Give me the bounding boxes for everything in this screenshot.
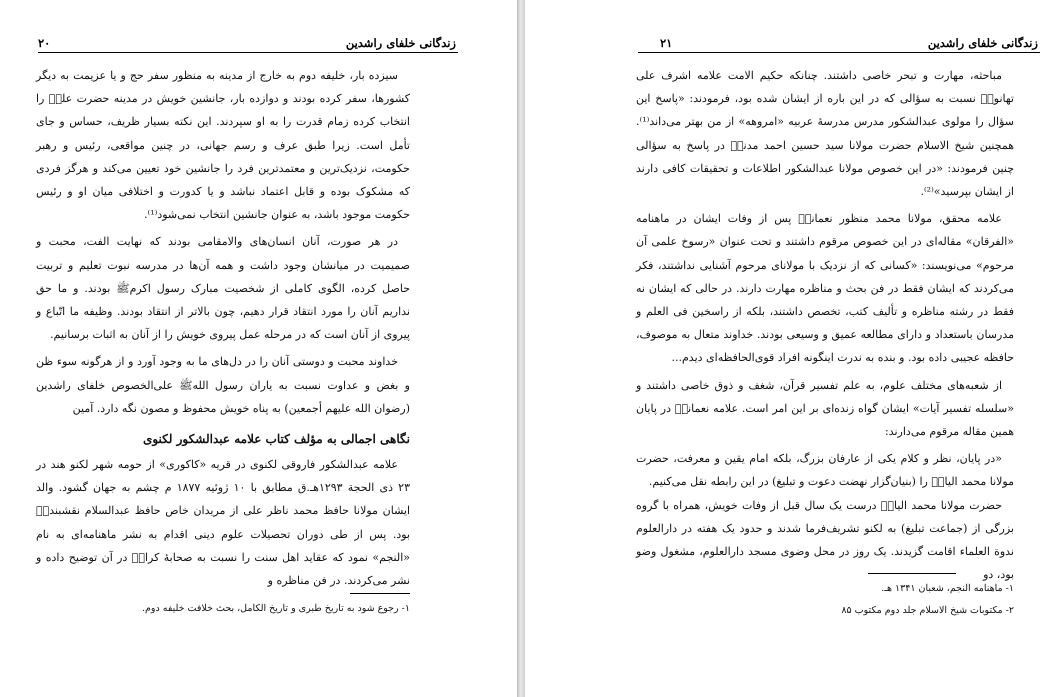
section-heading: نگاهی اجمالی به مؤلف کتاب علامه عبدالشکور لکنوی <box>142 432 410 447</box>
right-footnote-2: ۲- مکتوبات شیخ الاسلام جلد دوم مکتوب ۸۵ <box>841 605 1014 616</box>
right-page-body <box>636 64 1014 586</box>
right-paragraph-2: علامه محقق، مولانا محمد منظور نعمانیؒ پس از وفات ایشان در ماهنامه «الفرقان» مقاله‌ای در این خصوص مرقوم داشتند و تحت عنوان «رسوخ علمی آن مرحوم» می‌نویسند: «کسانی که از نزدیک با مولانای مرحوم آشنایی نداشتند، فکر می‌کردند که ایشان فقط در فن بحث و مناظره مهارت دارند. در حالی که ایشان نه فقط در رشته مناظره و تألیف کتب، تخصص داشتند، بلکه از راسخین فی العلم و مدرسان باستعداد و دارای مطالعه عمیق و وسیعی بودند. خداوند متعال به موصوف، حافظه عجیبی داده بود. و بنده به ندرت اینگونه افراد قوی‌الحافظه‌ای دیدم... <box>636 212 1014 365</box>
left-page-number: ۲۰ <box>38 36 51 50</box>
left-footnotes <box>36 598 410 620</box>
left-header-title: زندگانی خلفای راشدین <box>345 36 456 50</box>
left-page-body <box>36 64 410 592</box>
right-paragraph-4: «در پایان، نظر و کلام یکی از عارفان بزرگ، بلکه امام یقین و معرفت، حضرت مولانا محمد الیاسؒ را (بنیان‌گزار نهضت دعوت و تبلیغ) در این رابطه نقل می‌کنیم. <box>636 452 1014 489</box>
right-page-number: ۲۱ <box>660 36 673 50</box>
right-page <box>525 0 1052 697</box>
right-paragraph-3: از شعبه‌های مختلف علوم، به علم تفسیر قرآن، شغف و ذوق خاصی داشتند و «سلسله تفسیر آیات» ایشان گواه زنده‌ای بر این امر است. علامه نعمانیؒ در پایان همین مقاله مرقوم می‌دارند: <box>636 378 1014 439</box>
right-page-header <box>638 34 1040 53</box>
left-paragraph-3: خداوند محبت و دوستی آنان را در دل‌های ما به وجود آورد و از هرگونه سوء ظن و بغض و عداوت نسبت به یاران رسول اللهﷺ علی‌الخصوص خلفای راشدین (رضوان الله علیهم أجمعین) به پناه خویش محفوظ و مصون نگه دارد. آمین <box>36 355 410 415</box>
left-section-paragraph: علامه عبدالشکور فاروقی لکنوی در قریه «کاکوری» از حومه شهر لکنو هند در ۲۳ ذی الحجة ۱۲۹۳هـ.ق مطابق با ۱۰ ژوئیه ۱۸۷۷ م چشم به جهان گشود. والد ایشان مولانا حافظ محمد ناظر علی از مریدان خاص حافظ عبدالسلام نقشبندیؒ بود. پس از طی دوران تحصیلات علوم دینی اقدام به نشر ماهنامه‌ای به نام «النجم» نمود که عقاید اهل سنت را نسبت به صحابهٔ کرامؓ در آن توضیح داده و نشر می‌کردند. در فن مناظره و <box>36 458 410 588</box>
right-paragraph-1: مباحثه، مهارت و تبحر خاصی داشتند. چنانکه حکیم الامت علامه اشرف علی تهانویؒ نسبت به سؤالی که در این باره از ایشان شده بود، فرمودند: «پاسخ این سؤال را مولوی عبدالشکور مدرس مدرسهٔ عربیه «امروهه» از من بهتر می‌داند⁽¹⁾. همچنین شیخ الاسلام حضرت مولانا سید حسین احمد مدنیؒ در پاسخ به سؤالی چنین فرمودند: «در این خصوص مولانا عبدالشکور اطلاعات و تحقیقات کافی دارند از ایشان بپرسید»⁽²⁾. <box>636 69 1014 199</box>
left-paragraph-1: سیزده بار، خلیفه دوم به خارج از مدینه به منظور سفر حج و یا عزیمت به دیگر کشورها، سفر کرده بودند و دوازده بار، جانشین خویش در مدینه حضرت علیؓ را انتخاب کرده زمام قدرت را به او سپردند. این نکته بسیار ظریف، حساس و جای تأمل است. زیرا طبق عرف و رسم جهانی، در چنین مواقعی، رئیس و رهبر حکومت، نزدیک‌ترین و معتمدترین فرد را جانشین خود تعیین می‌کند و هرگز فردی که مشکوک بوده و قابل اعتماد نباشد و یا کدورت و اختلافی میان او و رئیس حکومت موجود باشد، به عنوان جانشین انتخاب نمی‌شود⁽¹⁾. <box>36 69 410 222</box>
right-footnotes <box>636 578 1014 622</box>
book-gutter <box>517 0 525 697</box>
right-footnote-1: ۱- ماهنامه النجم، شعبان ۱۳۴۱ هـ. <box>881 583 1014 594</box>
left-page-header <box>38 34 458 53</box>
right-footnote-rule <box>868 573 956 574</box>
right-header-title: زندگانی خلفای راشدین <box>927 36 1038 50</box>
left-page <box>0 0 517 697</box>
left-footnote-1: ۱- رجوع شود به تاریخ طبری و تاریخ الکامل، بحث خلافت خلیفه دوم. <box>142 603 410 614</box>
left-footnote-rule <box>350 593 410 594</box>
left-paragraph-2: در هر صورت، آنان انسان‌های والامقامی بودند که نهایت الفت، محبت و صمیمیت در میانشان وجود داشت و همه آن‌ها در مدرسه نبوت تعلیم و تربیت حاصل کرده، الگوی کاملی از شخصیت مبارک رسول اکرمﷺ بودند. و ما حق نداریم آنان را مورد انتقاد قرار دهیم، چون بالاتر از انتقاد بودند. وظیفه ما اتّباع و پیروی از آنان است که در مرحله عمل پیروی خویش را از آنان به اثبات برسانیم. <box>36 235 410 342</box>
right-paragraph-5: حضرت مولانا محمد الیاسؒ درست یک سال قبل از وفات خویش، همراه با گروه بزرگی از (جماعت تبلیغ) به لکنو تشریف‌فرما شدند و حدود یک هفته در دارالعلوم ندوة العلماء اقامت گزیدند. یک روز در محل وضوی مسجد دارالعلوم، مشغول وضو بود، دو <box>636 498 1014 582</box>
